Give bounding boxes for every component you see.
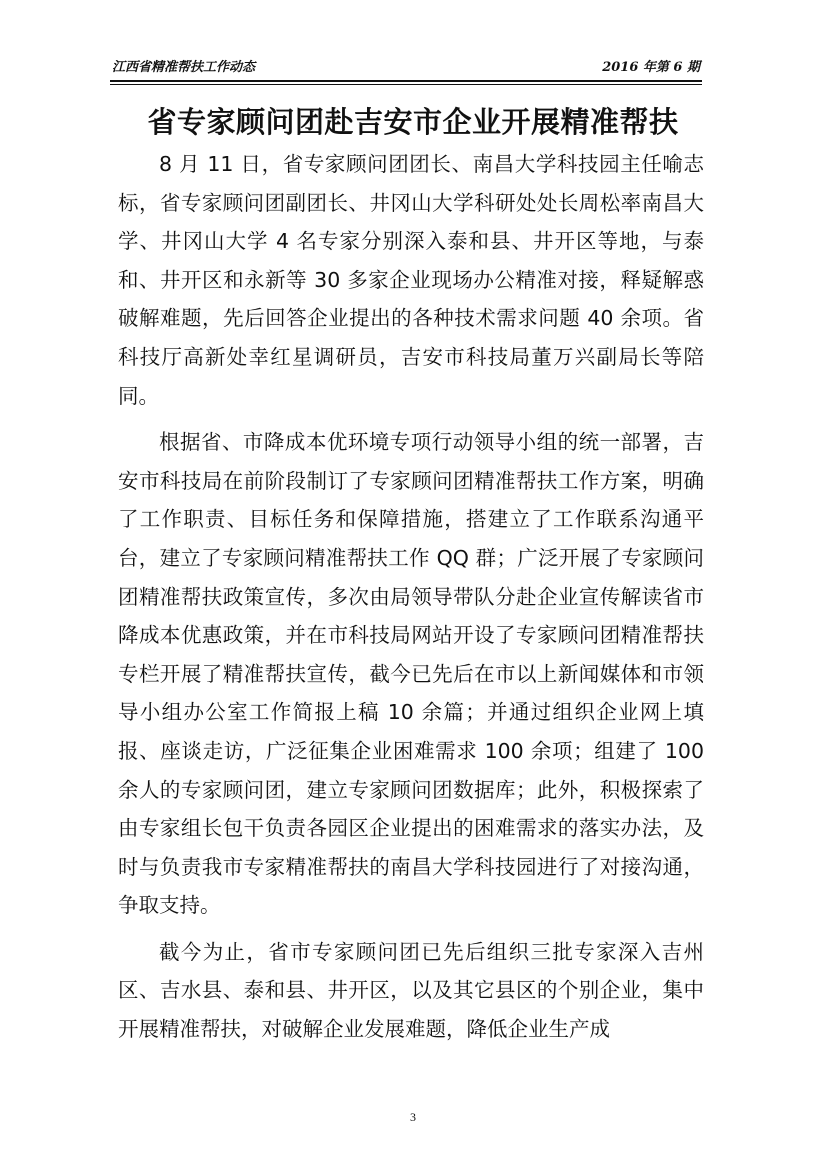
paragraph-2: 根据省、市降成本优环境专项行动领导小组的统一部署，吉安市科技局在前阶段制订了专家顾问团精准帮扶工作方案，明确了工作职责、目标任务和保障措施，搭建立了工作联系沟通平台，建立了专家顾问精准帮扶工作 QQ 群；广泛开展了专家顾问团精准帮扶政策宣传，多次由局领导带队分赴企业宣传解读省市降成本优惠政策，并在市科技局网站开设了专家顾问团精准帮扶专栏开展了精准帮扶宣传，截今已先后在市以上新闻媒体和市领导小组办公室工作简报上稿 10 余篇；并通过组织企业网上填报、座谈走访，广泛征集企业困难需求 100 余项；组建了 100 余人的专家顾问团，建立专家顾问团数据库；此外，积极探索了由专家组长包干负责各园区企业提出的困难需求的落实办法，及时与负责我市专家精准帮扶的南昌大学科技园进行了对接沟通，争取支持。 [118,430,704,918]
page-number: 3 [410,1110,416,1124]
header-rule-thick [110,80,702,82]
article-body [118,145,704,1057]
header-rule-thin [110,84,702,85]
paragraph-1: 8 月 11 日，省专家顾问团团长、南昌大学科技园主任喻志标，省专家顾问团副团长、井冈山大学科研处处长周松率南昌大学、井冈山大学 4 名专家分别深入泰和县、井开区等地，与泰和、井开区和永新等 30 多家企业现场办公精准对接，释疑解惑破解难题，先后回答企业提出的各种技术需求问题 40 余项。省科技厅高新处幸红星调研员，吉安市科技局董万兴副局长等陪同。 [118,152,704,408]
paragraph-3: 截今为止，省市专家顾问团已先后组织三批专家深入吉州区、吉水县、泰和县、井开区，以及其它县区的个别企业，集中开展精准帮扶，对破解企业发展难题，降低企业生产成 [118,939,704,1042]
article-title: 省专家顾问团赴吉安市企业开展精准帮扶 [147,105,679,139]
publication-name: 江西省精准帮扶工作动态 [112,60,256,75]
issue-label: 2016 年第 6 期 [602,60,700,75]
running-header [110,56,702,76]
